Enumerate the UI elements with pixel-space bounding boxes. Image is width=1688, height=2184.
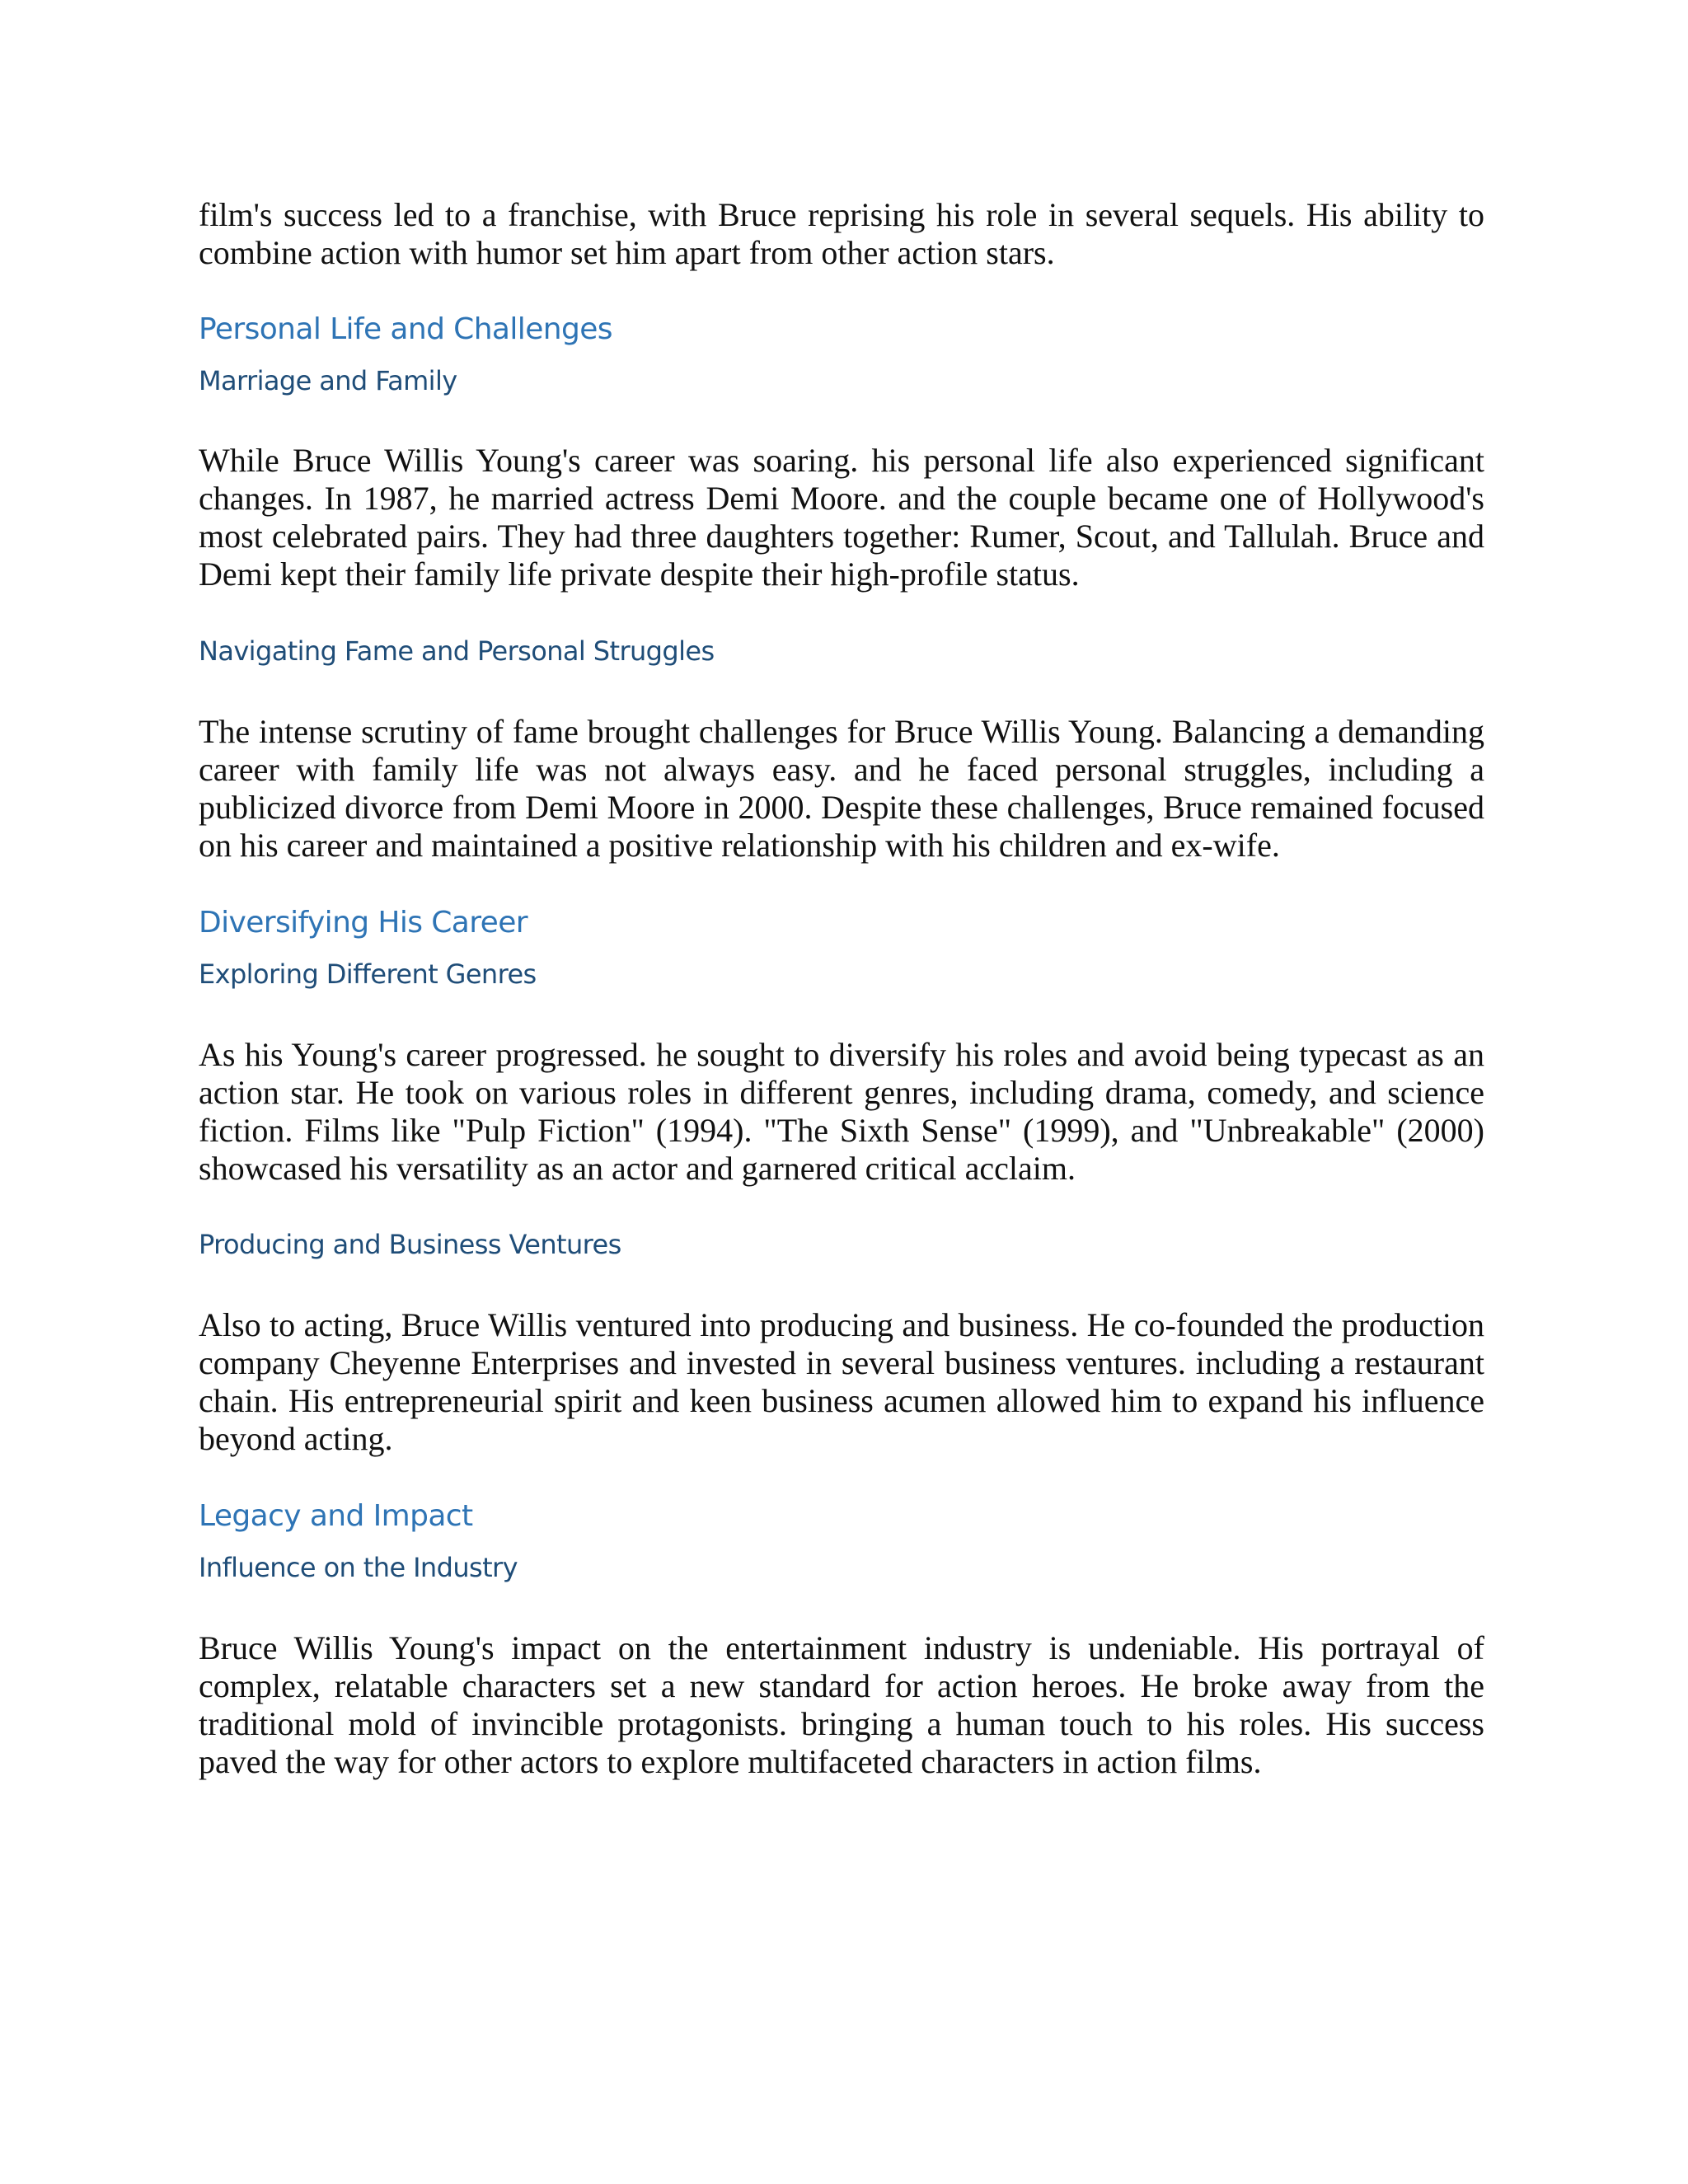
subheading-producing: Producing and Business Ventures bbox=[199, 1229, 621, 1260]
heading-legacy: Legacy and Impact bbox=[199, 1499, 473, 1533]
subheading-marriage: Marriage and Family bbox=[199, 365, 457, 396]
intro-paragraph: film's success led to a franchise, with Bruce reprising his role in several sequels. His ability to combine action with humor set him apart from other action stars. bbox=[199, 196, 1484, 271]
heading-personal-life: Personal Life and Challenges bbox=[199, 312, 612, 346]
influence-paragraph: Bruce Willis Young's impact on the entertainment industry is undeniable. His portrayal of complex, relatable characters set a new standard for action heroes. He broke away from the traditional mold of invincible protagonists. bringing a human touch to his roles. His success paved the way for other actors to explore multifaceted characters in action films. bbox=[199, 1629, 1484, 1780]
subheading-genres: Exploring Different Genres bbox=[199, 958, 537, 990]
subheading-influence: Influence on the Industry bbox=[199, 1552, 518, 1583]
fame-paragraph: The intense scrutiny of fame brought challenges for Bruce Willis Young. Balancing a demanding career with family life was not always easy. and he faced personal struggles, including a publicized divorce from Demi Moore in 2000. Despite these challenges, Bruce remained focused on his career and maintained a positive relationship with his children and ex-wife. bbox=[199, 713, 1484, 864]
producing-paragraph: Also to acting, Bruce Willis ventured into producing and business. He co-founded the production company Cheyenne Enterprises and invested in several business ventures. including a restaurant chain. His entrepreneurial spirit and keen business acumen allowed him to expand his influence beyond acting. bbox=[199, 1306, 1484, 1457]
heading-diversifying: Diversifying His Career bbox=[199, 906, 528, 940]
genres-paragraph: As his Young's career progressed. he sought to diversify his roles and avoid being typecast as an action star. He took on various roles in different genres, including drama, comedy, and science fiction. Films like "Pulp Fiction" (1994). "The Sixth Sense" (1999), and "Unbreakable" (2000) showcased his versatility as an actor and garnered critical acclaim. bbox=[199, 1036, 1484, 1187]
marriage-paragraph: While Bruce Willis Young's career was soaring. his personal life also experienced significant changes. In 1987, he married actress Demi Moore. and the couple became one of Hollywood's most celebrated pairs. They had three daughters together: Rumer, Scout, and Tallulah. Bruce and Demi kept their family life private despite their high-profile status. bbox=[199, 442, 1484, 593]
subheading-fame: Navigating Fame and Personal Struggles bbox=[199, 635, 715, 667]
